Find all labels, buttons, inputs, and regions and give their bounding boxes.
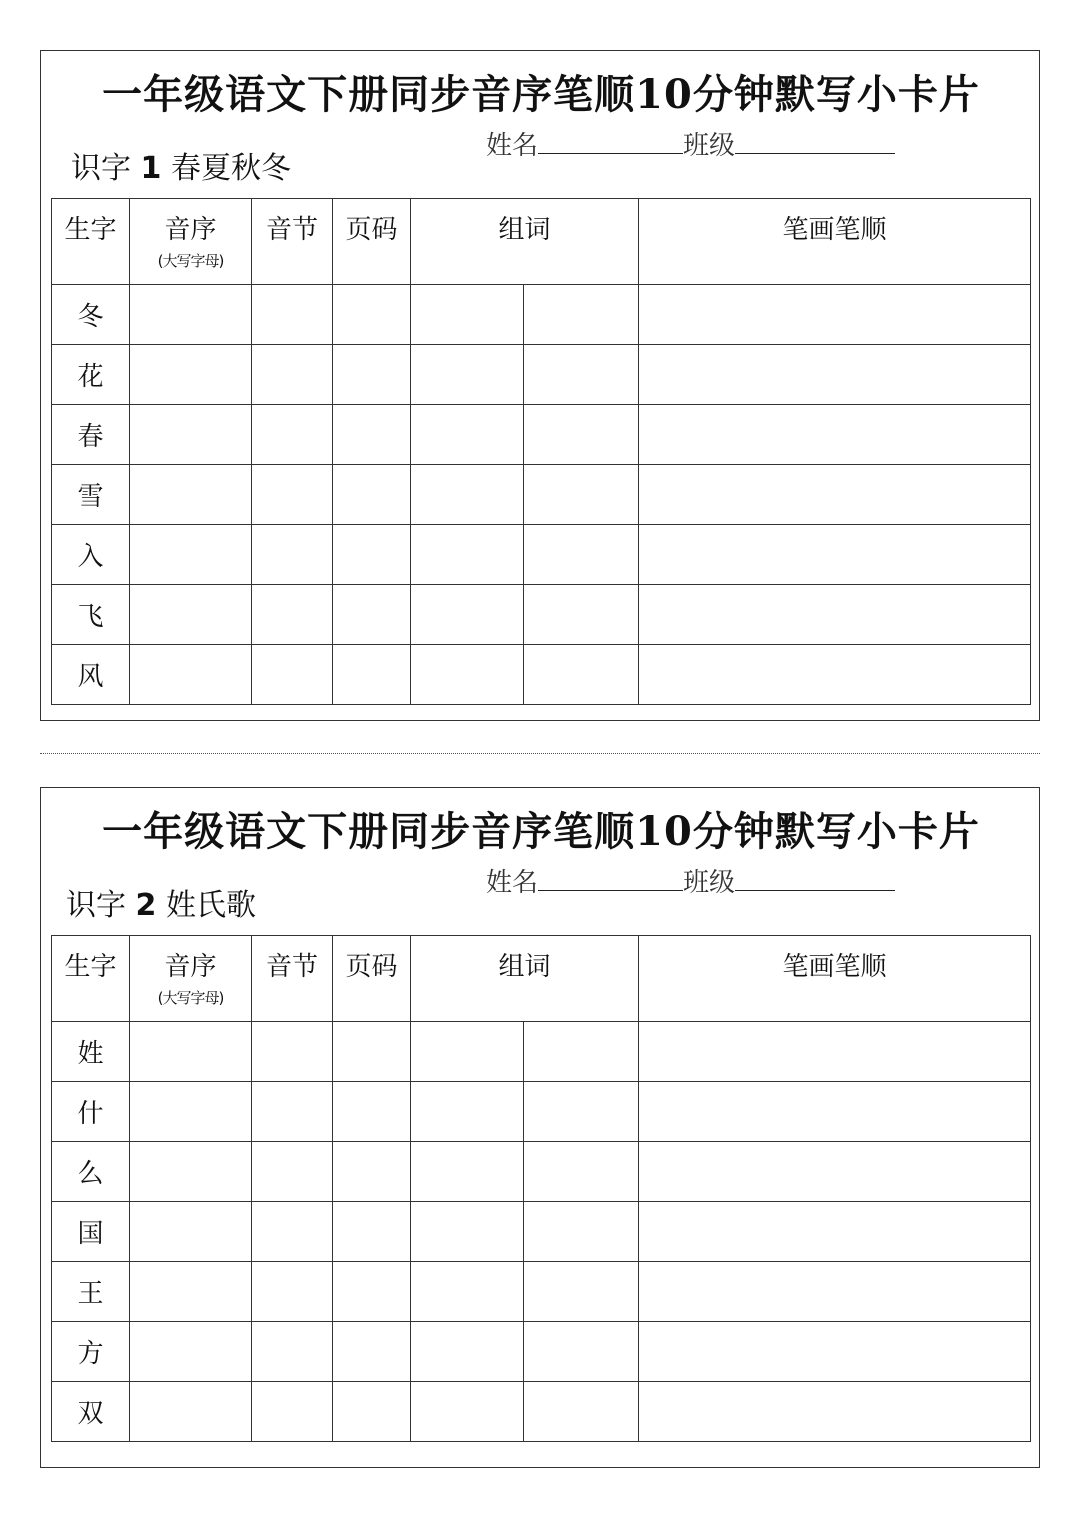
character-cell: 冬 [52, 285, 130, 345]
table-row [52, 285, 1031, 345]
syllable-cell[interactable] [252, 1202, 333, 1262]
word-cell-1[interactable] [411, 585, 524, 645]
header-words: 组词 [411, 936, 639, 1022]
table-row [52, 1262, 1031, 1322]
header-order [130, 199, 252, 285]
character-cell: 什 [52, 1082, 130, 1142]
word-cell-2[interactable] [524, 645, 639, 705]
page-cell[interactable] [333, 645, 411, 705]
syllable-cell[interactable] [252, 1142, 333, 1202]
character-cell: 花 [52, 345, 130, 405]
header-order-note: (大写字母) [157, 989, 224, 1007]
page-cell[interactable] [333, 1082, 411, 1142]
word-cell-2[interactable] [524, 1262, 639, 1322]
word-cell-1[interactable] [411, 1022, 524, 1082]
strokes-cell[interactable] [639, 345, 1031, 405]
strokes-cell[interactable] [639, 1082, 1031, 1142]
word-cell-1[interactable] [411, 645, 524, 705]
lesson-number: 2 [135, 888, 157, 923]
order-cell[interactable] [130, 525, 252, 585]
word-cell-2[interactable] [524, 1142, 639, 1202]
order-cell[interactable] [130, 1382, 252, 1442]
card-title: 一年级语文下册同步音序笔顺10分钟默写小卡片 [102, 71, 980, 118]
table-row [52, 405, 1031, 465]
order-cell[interactable] [130, 465, 252, 525]
lesson-heading [71, 143, 291, 187]
word-cell-1[interactable] [411, 345, 524, 405]
page-cell[interactable] [333, 1142, 411, 1202]
lesson-prefix: 识字 [71, 151, 131, 186]
page-cell[interactable] [333, 1262, 411, 1322]
strokes-cell[interactable] [639, 1142, 1031, 1202]
word-cell-2[interactable] [524, 405, 639, 465]
table-row [52, 525, 1031, 585]
lesson-prefix: 识字 [66, 888, 126, 923]
syllable-cell[interactable] [252, 525, 333, 585]
page-cell[interactable] [333, 1202, 411, 1262]
name-blank[interactable] [538, 868, 683, 891]
order-cell[interactable] [130, 1082, 252, 1142]
strokes-cell[interactable] [639, 525, 1031, 585]
word-cell-1[interactable] [411, 405, 524, 465]
class-blank[interactable] [735, 868, 895, 891]
class-label: 班级 [683, 131, 736, 161]
word-cell-1[interactable] [411, 465, 524, 525]
dictation-card-2 [40, 787, 1040, 1468]
header-strokes: 笔画笔顺 [639, 936, 1031, 1022]
header-order-note: (大写字母) [157, 252, 224, 270]
character-cell: 雪 [52, 465, 130, 525]
lesson-number: 1 [140, 151, 162, 186]
word-cell-1[interactable] [411, 1202, 524, 1262]
character-cell: 方 [52, 1322, 130, 1382]
character-cell: 入 [52, 525, 130, 585]
dictation-card-1 [40, 50, 1040, 721]
header-char: 生字 [52, 199, 130, 285]
word-cell-1[interactable] [411, 1142, 524, 1202]
word-cell-1[interactable] [411, 1262, 524, 1322]
header-row [52, 936, 1031, 1022]
word-cell-1[interactable] [411, 1382, 524, 1442]
order-cell[interactable] [130, 645, 252, 705]
syllable-cell[interactable] [252, 1322, 333, 1382]
strokes-cell[interactable] [639, 1202, 1031, 1262]
word-cell-1[interactable] [411, 525, 524, 585]
syllable-cell[interactable] [252, 645, 333, 705]
page-cell[interactable] [333, 1322, 411, 1382]
lesson-name: 春夏秋冬 [170, 151, 291, 186]
word-cell-1[interactable] [411, 285, 524, 345]
word-cell-2[interactable] [524, 465, 639, 525]
character-cell: 王 [52, 1262, 130, 1322]
strokes-cell[interactable] [639, 1022, 1031, 1082]
header-order [130, 936, 252, 1022]
character-cell: 春 [52, 405, 130, 465]
header-page: 页码 [333, 199, 411, 285]
word-cell-2[interactable] [524, 1082, 639, 1142]
class-blank[interactable] [735, 131, 895, 154]
character-cell: 风 [52, 645, 130, 705]
word-cell-1[interactable] [411, 1322, 524, 1382]
strokes-cell[interactable] [639, 285, 1031, 345]
syllable-cell[interactable] [252, 345, 333, 405]
lesson-heading [66, 880, 256, 924]
strokes-cell[interactable] [639, 1262, 1031, 1322]
dictation-table [51, 198, 1031, 705]
character-cell: 姓 [52, 1022, 130, 1082]
page-cell[interactable] [333, 1022, 411, 1082]
order-cell[interactable] [130, 1202, 252, 1262]
syllable-cell[interactable] [252, 1022, 333, 1082]
student-info [486, 862, 895, 899]
header-order-label: 音序 [164, 215, 217, 245]
table-row [52, 645, 1031, 705]
header-syllable: 音节 [252, 936, 333, 1022]
card-title: 一年级语文下册同步音序笔顺10分钟默写小卡片 [102, 808, 980, 855]
word-cell-2[interactable] [524, 525, 639, 585]
page-cell[interactable] [333, 585, 411, 645]
strokes-cell[interactable] [639, 465, 1031, 525]
syllable-cell[interactable] [252, 1262, 333, 1322]
word-cell-2[interactable] [524, 1202, 639, 1262]
class-label: 班级 [683, 868, 736, 898]
syllable-cell[interactable] [252, 405, 333, 465]
table-row [52, 1082, 1031, 1142]
header-syllable: 音节 [252, 199, 333, 285]
strokes-cell[interactable] [639, 585, 1031, 645]
lesson-name: 姓氏歌 [165, 888, 256, 923]
word-cell-2[interactable] [524, 585, 639, 645]
table-row [52, 585, 1031, 645]
table-row [52, 1022, 1031, 1082]
order-cell[interactable] [130, 1262, 252, 1322]
name-label: 姓名 [486, 868, 539, 898]
cut-line [40, 753, 1040, 754]
table-row [52, 465, 1031, 525]
word-cell-2[interactable] [524, 285, 639, 345]
strokes-cell[interactable] [639, 1382, 1031, 1442]
word-cell-2[interactable] [524, 1382, 639, 1442]
name-label: 姓名 [486, 131, 539, 161]
table-row [52, 1142, 1031, 1202]
page-cell[interactable] [333, 345, 411, 405]
syllable-cell[interactable] [252, 585, 333, 645]
dictation-table [51, 935, 1031, 1442]
syllable-cell[interactable] [252, 1382, 333, 1442]
order-cell[interactable] [130, 405, 252, 465]
page-cell[interactable] [333, 1382, 411, 1442]
header-page: 页码 [333, 936, 411, 1022]
table-body [52, 936, 1031, 1442]
word-cell-2[interactable] [524, 1022, 639, 1082]
strokes-cell[interactable] [639, 645, 1031, 705]
page-cell[interactable] [333, 405, 411, 465]
header-char: 生字 [52, 936, 130, 1022]
table-row [52, 1382, 1031, 1442]
syllable-cell[interactable] [252, 285, 333, 345]
header-row [52, 199, 1031, 285]
word-cell-1[interactable] [411, 1082, 524, 1142]
syllable-cell[interactable] [252, 465, 333, 525]
order-cell[interactable] [130, 1142, 252, 1202]
table-row [52, 345, 1031, 405]
table-row [52, 1322, 1031, 1382]
page-cell[interactable] [333, 525, 411, 585]
word-cell-2[interactable] [524, 345, 639, 405]
syllable-cell[interactable] [252, 1082, 333, 1142]
header-words: 组词 [411, 199, 639, 285]
table-row [52, 1202, 1031, 1262]
student-info [486, 125, 895, 162]
page-cell[interactable] [333, 285, 411, 345]
order-cell[interactable] [130, 1322, 252, 1382]
order-cell[interactable] [130, 345, 252, 405]
word-cell-2[interactable] [524, 1322, 639, 1382]
order-cell[interactable] [130, 285, 252, 345]
header-strokes: 笔画笔顺 [639, 199, 1031, 285]
character-cell: 国 [52, 1202, 130, 1262]
strokes-cell[interactable] [639, 1322, 1031, 1382]
order-cell[interactable] [130, 585, 252, 645]
order-cell[interactable] [130, 1022, 252, 1082]
character-cell: 双 [52, 1382, 130, 1442]
header-order-label: 音序 [164, 952, 217, 982]
strokes-cell[interactable] [639, 405, 1031, 465]
table-body [52, 199, 1031, 705]
name-blank[interactable] [538, 131, 683, 154]
character-cell: 么 [52, 1142, 130, 1202]
page-cell[interactable] [333, 465, 411, 525]
character-cell: 飞 [52, 585, 130, 645]
